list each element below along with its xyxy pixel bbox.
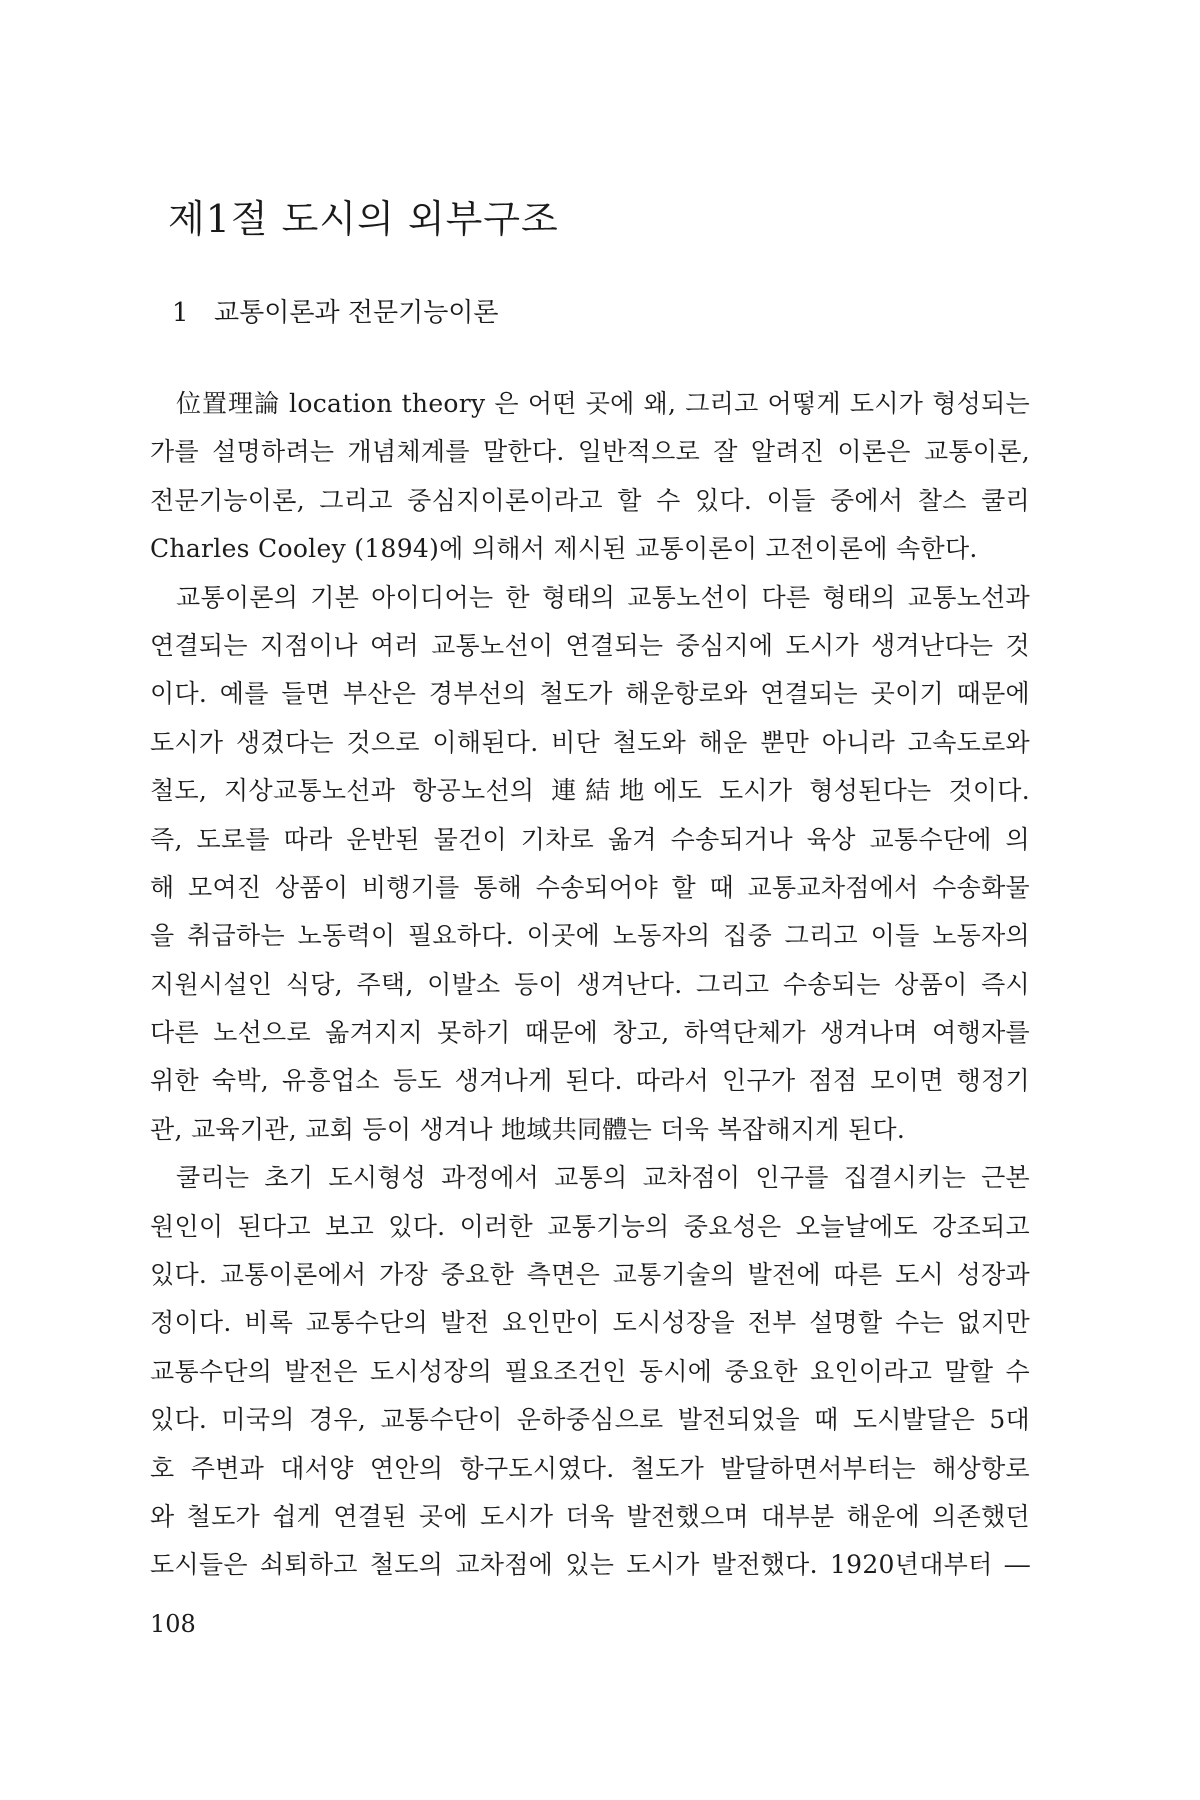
chapter-title: 제1절 도시의 외부구조: [168, 197, 559, 241]
paragraph: [150, 380, 1030, 574]
text-line: 해 모여진 상품이 비행기를 통해 수송되어야 할 때 교통교차점에서 수송화물: [150, 872, 1030, 902]
text-line: 쿨리는 초기 도시형성 과정에서 교통의 교차점이 인구를 집결시키는 근본: [176, 1163, 1030, 1193]
text-line: 있다. 미국의 경우, 교통수단이 운하중심으로 발전되었을 때 도시발달은 5대: [150, 1405, 1030, 1435]
section-heading: [172, 292, 499, 329]
text-line: 도시가 생겼다는 것으로 이해된다. 비단 철도와 해운 뿐만 아니라 고속도로와: [150, 727, 1030, 757]
text-line: 원인이 된다고 보고 있다. 이러한 교통기능의 중요성은 오늘날에도 강조되고: [150, 1211, 1030, 1241]
text-line: 다른 노선으로 옮겨지지 못하기 때문에 창고, 하역단체가 생겨나며 여행자를: [150, 1018, 1030, 1048]
text-line: 와 철도가 쉽게 연결된 곳에 도시가 더욱 발전했으며 대부분 해운에 의존했던: [150, 1501, 1030, 1531]
section-number: 1: [172, 298, 189, 328]
paragraph: [150, 1154, 1030, 1590]
text-line: 교통이론의 기본 아이디어는 한 형태의 교통노선이 다른 형태의 교통노선과: [176, 582, 1030, 612]
paragraph: [150, 574, 1030, 1155]
text-line: 호 주변과 대서양 연안의 항구도시였다. 철도가 발달하면서부터는 해상항로: [150, 1453, 1030, 1483]
section-title: 교통이론과 전문기능이론: [214, 298, 499, 328]
text-line: 전문기능이론, 그리고 중심지이론이라고 할 수 있다. 이들 중에서 찰스 쿨리: [150, 485, 1030, 515]
text-line: 교통수단의 발전은 도시성장의 필요조건인 동시에 중요한 요인이라고 말할 수: [150, 1356, 1030, 1386]
text-line: 도시들은 쇠퇴하고 철도의 교차점에 있는 도시가 발전했다. 1920년대부터 ―: [150, 1550, 1030, 1580]
text-line: 이다. 예를 들면 부산은 경부선의 철도가 해운항로와 연결되는 곳이기 때문에: [150, 679, 1030, 709]
text-line: 지원시설인 식당, 주택, 이발소 등이 생겨난다. 그리고 수송되는 상품이 즉시: [150, 969, 1030, 999]
text-line: 철도, 지상교통노선과 항공노선의 連結地에도 도시가 형성된다는 것이다.: [150, 776, 1030, 806]
page-number: 108: [150, 1610, 196, 1638]
text-line: 位置理論 location theory 은 어떤 곳에 왜, 그리고 어떻게 도시가 형성되는: [176, 389, 1030, 418]
text-line: 연결되는 지점이나 여러 교통노선이 연결되는 중심지에 도시가 생겨난다는 것: [150, 630, 1030, 660]
text-line: 위한 숙박, 유흥업소 등도 생겨나게 된다. 따라서 인구가 점점 모이면 행정기: [150, 1066, 1030, 1096]
text-line: 있다. 교통이론에서 가장 중요한 측면은 교통기술의 발전에 따른 도시 성장과: [150, 1260, 1030, 1290]
text-line: 즉, 도로를 따라 운반된 물건이 기차로 옮겨 수송되거나 육상 교통수단에 의: [150, 824, 1030, 854]
text-line: Charles Cooley (1894)에 의해서 제시된 교통이론이 고전이론에 속한다.: [150, 534, 978, 564]
body-text: [150, 380, 1030, 1590]
text-line: 가를 설명하려는 개념체계를 말한다. 일반적으로 잘 알려진 이론은 교통이론,: [150, 437, 1030, 467]
text-line: 을 취급하는 노동력이 필요하다. 이곳에 노동자의 집중 그리고 이들 노동자의: [150, 921, 1030, 951]
text-line: 정이다. 비록 교통수단의 발전 요인만이 도시성장을 전부 설명할 수는 없지만: [150, 1308, 1030, 1338]
text-line: 관, 교육기관, 교회 등이 생겨나 地域共同體는 더욱 복잡해지게 된다.: [150, 1114, 906, 1144]
